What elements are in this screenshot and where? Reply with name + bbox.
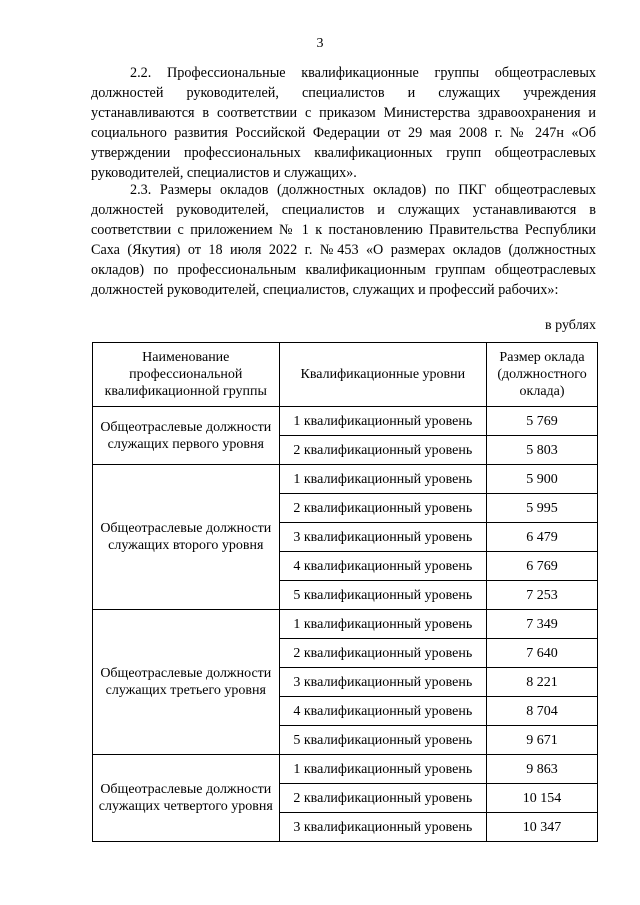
salary-cell: 7 349 bbox=[487, 610, 598, 639]
header-group-name: Наименование профессиональной квалификационной группы bbox=[93, 343, 280, 407]
salary-cell: 5 900 bbox=[487, 465, 598, 494]
qualification-level-cell: 1 квалификационный уровень bbox=[279, 465, 486, 494]
qualification-level-cell: 1 квалификационный уровень bbox=[279, 610, 486, 639]
qualification-level-cell: 4 квалификационный уровень bbox=[279, 552, 486, 581]
salary-cell: 9 671 bbox=[487, 726, 598, 755]
group-name-cell: Общеотраслевые должности служащих третьего уровня bbox=[93, 610, 280, 755]
qualification-level-cell: 3 квалификационный уровень bbox=[279, 523, 486, 552]
paragraph-2-2: 2.2. Профессиональные квалификационные группы общеотраслевых должностей руководителей, специалистов и служащих учреждения устанавливаются в соответствии с приказом Министерства здравоохранения и социального развития Российской Федерации от 29 мая 2008 г. № 247н «Об утверждении профессиональных квалификационных групп общеотраслевых руководителей, специалистов и служащих». bbox=[91, 65, 596, 181]
qualification-level-cell: 4 квалификационный уровень bbox=[279, 697, 486, 726]
qualification-level-cell: 5 квалификационный уровень bbox=[279, 726, 486, 755]
header-salary: Размер оклада (должностного оклада) bbox=[487, 343, 598, 407]
salary-cell: 8 704 bbox=[487, 697, 598, 726]
salary-cell: 6 479 bbox=[487, 523, 598, 552]
qualification-level-cell: 2 квалификационный уровень bbox=[279, 639, 486, 668]
salary-cell: 9 863 bbox=[487, 755, 598, 784]
qualification-level-cell: 3 квалификационный уровень bbox=[279, 813, 486, 842]
salary-cell: 5 995 bbox=[487, 494, 598, 523]
qualification-level-cell: 1 квалификационный уровень bbox=[279, 407, 486, 436]
salary-cell: 5 769 bbox=[487, 407, 598, 436]
salary-cell: 8 221 bbox=[487, 668, 598, 697]
salary-table bbox=[92, 342, 598, 842]
salary-cell: 7 640 bbox=[487, 639, 598, 668]
salary-cell: 7 253 bbox=[487, 581, 598, 610]
group-name-cell: Общеотраслевые должности служащих первого уровня bbox=[93, 407, 280, 465]
table-body bbox=[93, 407, 598, 842]
qualification-level-cell: 3 квалификационный уровень bbox=[279, 668, 486, 697]
qualification-level-cell: 1 квалификационный уровень bbox=[279, 755, 486, 784]
qualification-level-cell: 2 квалификационный уровень bbox=[279, 784, 486, 813]
table-row bbox=[93, 755, 598, 784]
header-qualification-level: Квалификационные уровни bbox=[279, 343, 486, 407]
table-row bbox=[93, 610, 598, 639]
table-header-row bbox=[93, 343, 598, 407]
group-name-cell: Общеотраслевые должности служащих четвертого уровня bbox=[93, 755, 280, 842]
salary-cell: 6 769 bbox=[487, 552, 598, 581]
qualification-level-cell: 2 квалификационный уровень bbox=[279, 436, 486, 465]
qualification-level-cell: 2 квалификационный уровень bbox=[279, 494, 486, 523]
table-row bbox=[93, 407, 598, 436]
page-number: 3 bbox=[316, 36, 324, 51]
table-row bbox=[93, 465, 598, 494]
qualification-level-cell: 5 квалификационный уровень bbox=[279, 581, 486, 610]
salary-cell: 5 803 bbox=[487, 436, 598, 465]
paragraph-2-3: 2.3. Размеры окладов (должностных окладов) по ПКГ общеотраслевых должностей руководителей, специалистов и служащих устанавливаются в соответствии с приложением № 1 к постановлению Правительства Республики Саха (Якутия) от 18 июля 2022 г. №453 «О размерах окладов (должностных окладов) по профессиональным квалификационным группам общеотраслевых должностей руководителей, специалистов, служащих и профессий рабочих»: bbox=[91, 182, 596, 298]
salary-cell: 10 154 bbox=[487, 784, 598, 813]
salary-cell: 10 347 bbox=[487, 813, 598, 842]
group-name-cell: Общеотраслевые должности служащих второго уровня bbox=[93, 465, 280, 610]
currency-note: в рублях bbox=[545, 318, 596, 333]
